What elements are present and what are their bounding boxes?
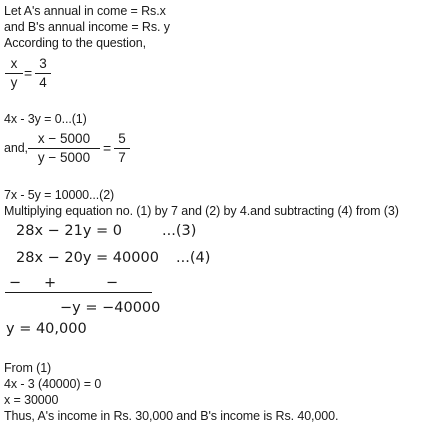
fraction-5-over-7 xyxy=(114,131,130,166)
conclusion-text: Thus, A's income in Rs. 30,000 and B's income is Rs. 40,000. xyxy=(4,409,339,423)
subtraction-sign-constant: − xyxy=(106,275,119,291)
equation-3-tag: ...(3) xyxy=(162,223,197,239)
equation-2: 7x - 5y = 10000...(2) xyxy=(4,188,115,202)
fraction-denominator: y − 5000 xyxy=(37,150,91,165)
fraction-numerator: 5 xyxy=(114,131,130,149)
text-line-from-1: From (1) xyxy=(4,361,52,375)
fraction-x-over-y xyxy=(5,56,23,91)
fraction-denominator: 7 xyxy=(118,150,126,165)
text-line-income-a: Let A's annual in come = Rs.x xyxy=(4,4,166,18)
equation-3: 28x − 21y = 0 xyxy=(16,223,123,239)
fraction-numerator: x xyxy=(5,56,23,74)
x-value: x = 30000 xyxy=(4,393,59,407)
equals-sign: = xyxy=(103,140,112,156)
fraction-x-minus-over-y-minus xyxy=(28,131,100,166)
subtraction-rule xyxy=(5,292,152,293)
fraction-denominator: 4 xyxy=(39,75,47,90)
text-line-income-b: and B's annual income = Rs. y xyxy=(4,20,170,34)
text-line-according: According to the question, xyxy=(4,36,146,50)
text-line-multiplying: Multiplying equation no. (1) by 7 and (2) by 4.and subtracting (4) from (3) xyxy=(4,204,399,218)
substitution-equation: 4x - 3 (40000) = 0 xyxy=(4,377,102,391)
subtraction-sign-x: − xyxy=(9,275,22,291)
text-and-prefix: and, xyxy=(4,141,28,155)
fraction-numerator: 3 xyxy=(35,56,51,74)
equation-4: 28x − 20y = 40000 xyxy=(16,250,159,266)
fraction-3-over-4 xyxy=(35,56,51,91)
equals-sign: = xyxy=(24,65,33,81)
equation-4-tag: ...(4) xyxy=(176,250,211,266)
fraction-numerator: x − 5000 xyxy=(28,131,100,149)
elimination-result: −y = −40000 xyxy=(60,300,161,316)
equation-1: 4x - 3y = 0...(1) xyxy=(4,112,87,126)
y-value: y = 40,000 xyxy=(6,321,87,337)
fraction-denominator: y xyxy=(10,75,18,90)
sign-change-plus: + xyxy=(44,275,57,291)
